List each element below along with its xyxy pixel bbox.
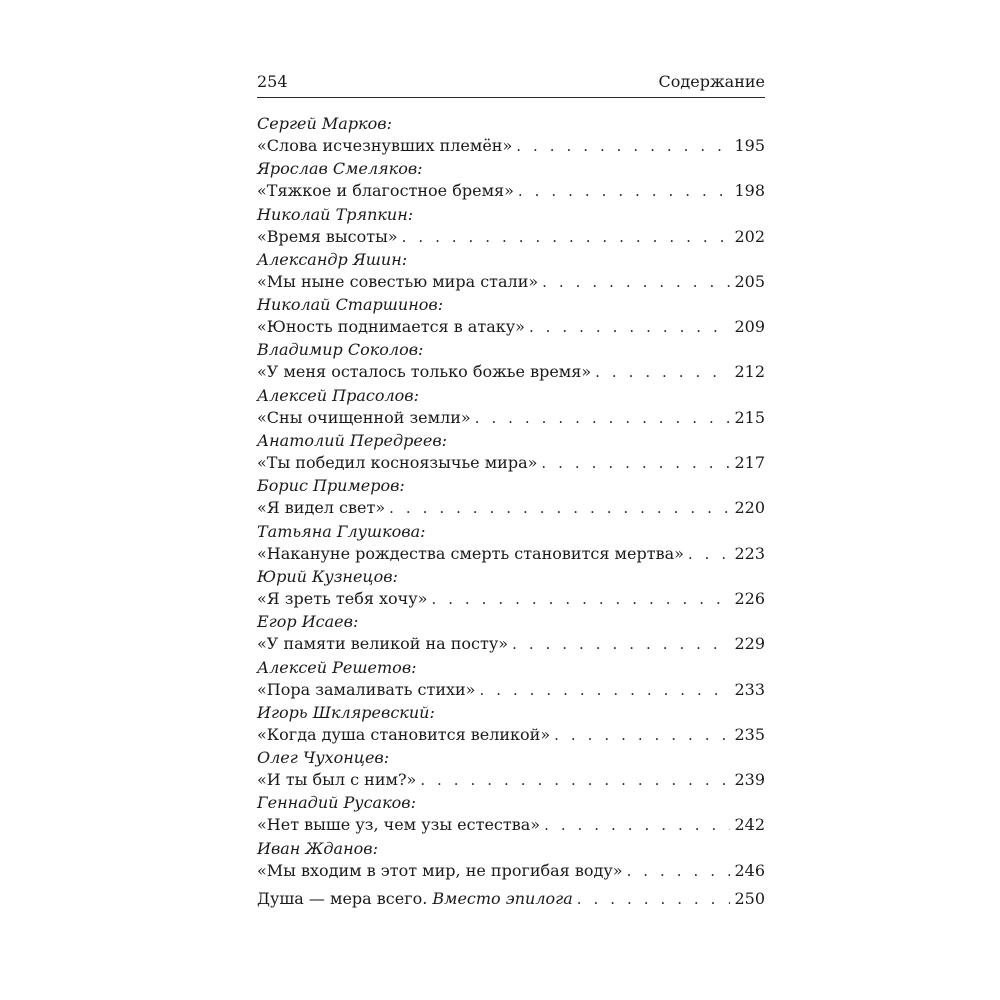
toc-entry [257,566,765,611]
toc-page-number: 226 [734,588,765,608]
toc-author: Олег Чухонцев: [257,748,390,768]
toc-entry [257,838,765,883]
toc-entry [257,113,765,158]
toc-author: Владимир Соколов: [257,340,424,360]
dot-leader [541,452,730,474]
toc-entry [257,611,765,656]
section-title: Содержание [658,72,765,91]
toc-page-number: 202 [734,226,765,246]
toc-author: Александр Яшин: [257,249,408,269]
dot-leader [688,543,731,565]
toc-title: «Нет выше уз, чем узы естества» [257,815,541,835]
epilogue-title: Душа — мера всего. [257,889,428,908]
toc-author: Николай Старшинов: [257,295,444,315]
toc-author: Геннадий Русаков: [257,793,416,813]
toc-line [257,180,765,202]
toc-page-number: 205 [734,271,765,291]
toc-title: «Я зреть тебя хочу» [257,588,428,608]
toc-line [257,769,765,791]
toc-page-number: 209 [734,317,765,337]
toc-line [257,316,765,338]
toc-author: Юрий Кузнецов: [257,566,398,586]
toc-author: Сергей Марков: [257,114,392,133]
toc-author: Алексей Прасолов: [257,385,419,405]
toc-line [257,633,765,655]
toc-author: Татьяна Глушкова: [257,521,426,541]
toc-title: «Мы входим в этот мир, не прогибая воду» [257,860,623,880]
toc-title: «Я видел свет» [257,498,386,518]
toc-entry [257,294,765,339]
toc-line [257,543,765,565]
toc-author: Егор Исаев: [257,612,359,632]
toc-entry [257,702,765,747]
toc-entry [257,385,765,430]
toc-entry [257,657,765,702]
toc-author: Игорь Шкляревский: [257,702,435,722]
running-head [257,70,765,94]
toc-page-number: 229 [734,634,765,654]
toc-entry [257,475,765,520]
toc-page-number: 239 [734,770,765,790]
dot-leader [627,860,731,882]
epilogue-subtitle: Вместо эпилога [432,889,573,908]
toc-title: «Юность поднимается в атаку» [257,317,525,337]
dot-leader [475,407,731,429]
toc-page-number: 220 [734,498,765,518]
toc-page-number: 198 [734,181,765,201]
toc-title: «И ты был с ним?» [257,770,417,790]
toc-line [257,452,765,474]
toc-line [257,888,765,910]
dot-leader [595,361,730,383]
toc-entry [257,792,765,837]
toc-page-number: 223 [734,543,765,563]
toc-page-number: 217 [734,453,765,473]
toc-page-number: 195 [734,136,765,155]
toc-title: «Накануне рождества смерть становится мертва» [257,543,684,563]
toc-page-number: 246 [734,860,765,880]
toc-entry [257,204,765,249]
dot-leader [529,316,731,338]
dot-leader [516,135,730,157]
toc-title: «Тяжкое и благостное бремя» [257,181,514,201]
toc-line [257,724,765,746]
toc-line [257,271,765,293]
dot-leader [431,588,730,610]
toc-title: «Сны очищенной земли» [257,407,471,427]
header-rule [257,97,765,98]
dot-leader [512,633,730,655]
dot-leader [389,497,730,519]
toc-line [257,860,765,882]
toc-title: «Ты победил косноязычье мира» [257,453,538,473]
toc-title: «Когда душа становится великой» [257,724,551,744]
toc-entry [257,430,765,475]
toc-line [257,407,765,429]
dot-leader [479,679,730,701]
toc-page-number: 233 [734,679,765,699]
toc-title: «Время высоты» [257,226,398,246]
toc-entry [257,249,765,294]
toc-line [257,814,765,836]
toc-author: Борис Примеров: [257,476,405,496]
dot-leader [420,769,730,791]
toc-entry [257,747,765,792]
toc-page-number: 215 [734,407,765,427]
toc-title [257,888,573,910]
page-number: 254 [257,72,288,91]
toc-author: Иван Жданов: [257,838,378,858]
toc-author: Ярослав Смеляков: [257,159,423,179]
toc-page-number: 242 [734,815,765,835]
toc-line [257,679,765,701]
toc-author: Алексей Решетов: [257,657,417,677]
toc-line [257,226,765,248]
dot-leader [544,814,730,836]
toc-title: «Пора замаливать стихи» [257,679,476,699]
toc-author: Анатолий Передреев: [257,431,448,451]
toc-page-number: 250 [734,889,765,908]
dot-leader [577,888,731,910]
toc-entry [257,158,765,203]
toc-title: «У меня осталось только божье время» [257,362,592,382]
toc-entry [257,339,765,384]
toc-line [257,497,765,519]
toc-line [257,588,765,610]
toc-epilogue-entry [257,888,765,910]
dot-leader [402,226,731,248]
toc-page-number: 212 [734,362,765,382]
toc-page-number: 235 [734,724,765,744]
toc-title: «Мы ныне совестью мира стали» [257,271,539,291]
toc-line [257,135,765,157]
toc-line [257,361,765,383]
toc-title: «У памяти великой на посту» [257,634,509,654]
toc-author: Николай Тряпкин: [257,204,414,224]
dot-leader [518,180,731,202]
table-of-contents [257,113,765,883]
dot-leader [554,724,730,746]
dot-leader [542,271,730,293]
toc-entry [257,521,765,566]
toc-title: «Слова исчезнувших племён» [257,136,513,155]
